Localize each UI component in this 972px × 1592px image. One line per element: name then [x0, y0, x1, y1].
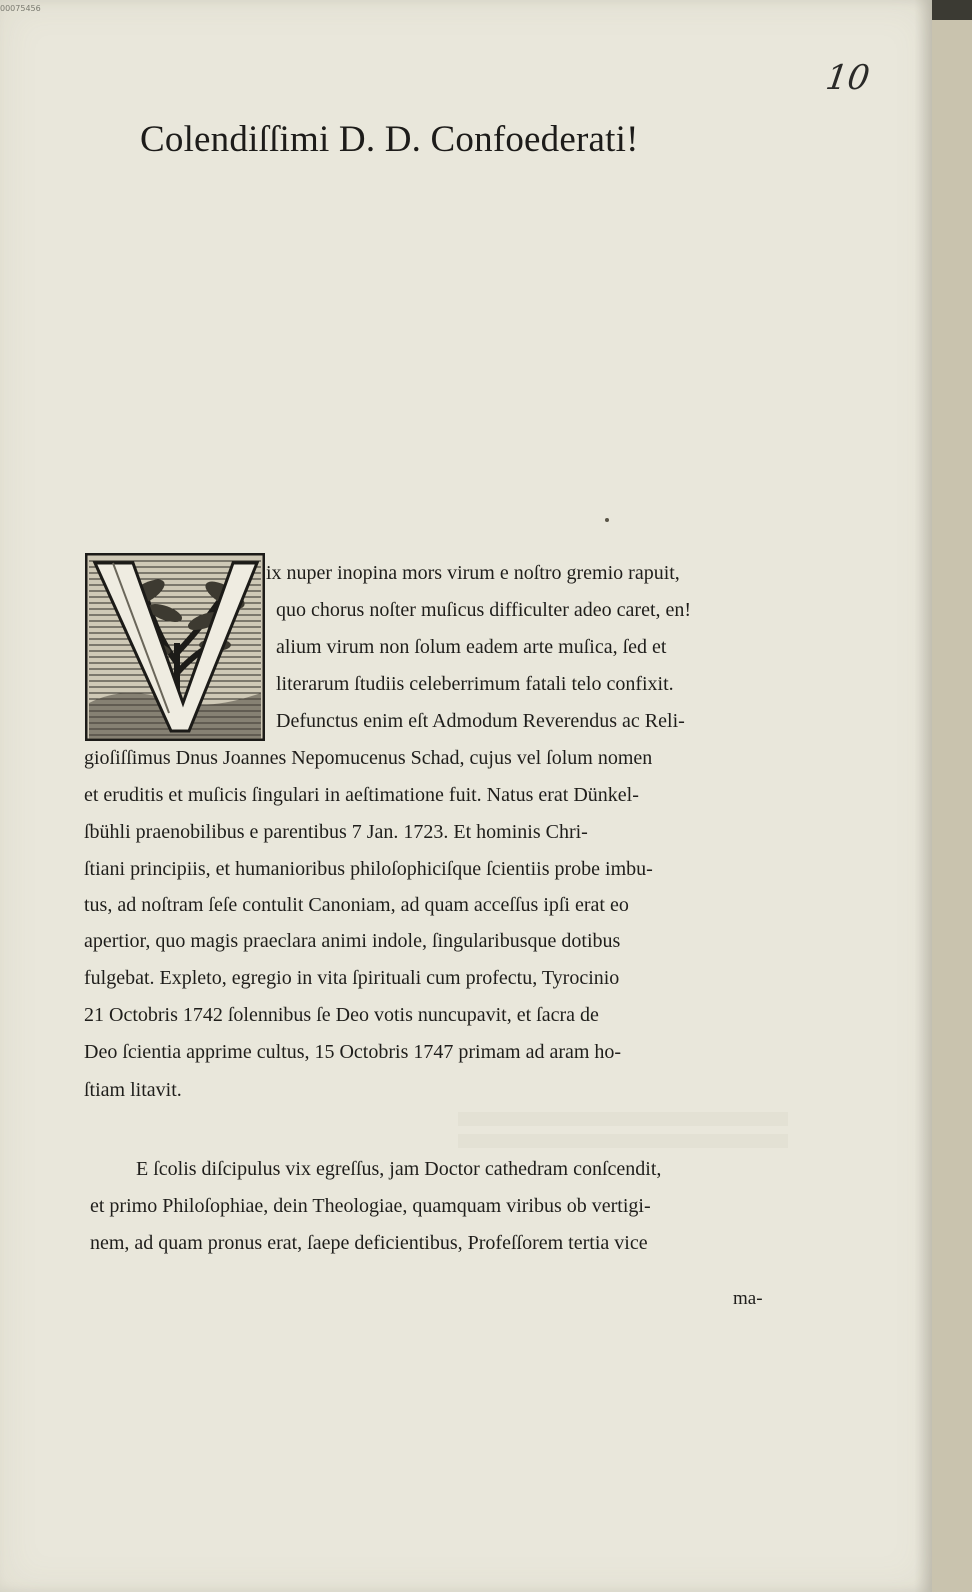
text-line: gioſiſſimus Dnus Joannes Nepomucenus Schad, cujus vel ſolum nomen [84, 747, 653, 769]
catchword: ma- [733, 1288, 763, 1309]
text-line: ix nuper inopina mors virum e noſtro gremio rapuit, [266, 562, 680, 584]
text-line: E ſcolis diſcipulus vix egreſſus, jam Doctor cathedram conſcendit, [136, 1158, 662, 1180]
page-edge [932, 20, 972, 1592]
text-line: et eruditis et muſicis ſingulari in aeſtimatione fuit. Natus erat Dünkel- [84, 784, 639, 806]
text-line: fulgebat. Expleto, egregio in vita ſpirituali cum profectu, Tyrocinio [84, 967, 620, 989]
text-line: alium virum non ſolum eadem arte muſica, ſed et [276, 636, 667, 658]
text-line: ſtiam litavit. [84, 1079, 182, 1101]
show-through [458, 1112, 788, 1156]
folio-number: 10 [823, 58, 873, 98]
text-line: quo chorus noſter muſicus difficulter adeo caret, en! [276, 599, 692, 621]
text-line: apertior, quo magis praeclara animi indole, ſingularibusque dotibus [84, 930, 621, 952]
corner-stamp: 00075456 [0, 4, 41, 13]
text-line: Deo ſcientia apprime cultus, 15 Octobris 1747 primam ad aram ho- [84, 1041, 622, 1063]
text-line: Defunctus enim eſt Admodum Reverendus ac Reli- [276, 710, 685, 732]
text-line: ſtiani principiis, et humanioribus philoſophiciſque ſcientiis probe imbu- [84, 858, 653, 880]
text-line: et primo Philoſophiae, dein Theologiae, quamquam viribus ob vertigi- [90, 1195, 651, 1217]
decorated-initial-v-icon [85, 553, 265, 741]
text-line: nem, ad quam pronus erat, ſaepe deficientibus, Profeſſorem tertia vice [90, 1232, 648, 1254]
page-title: Colendiſſimi D. D. Confoederati! [140, 119, 639, 160]
ink-speck [605, 518, 609, 522]
text-line: literarum ſtudiis celeberrimum fatali telo confixit. [276, 673, 674, 695]
text-line: tus, ad noſtram ſeſe contulit Canoniam, ad quam acceſſus ipſi erat eo [84, 894, 629, 916]
text-line: ſbühli praenobilibus e parentibus 7 Jan. 1723. Et hominis Chri- [84, 821, 588, 843]
text-line: 21 Octobris 1742 ſolennibus ſe Deo votis nuncupavit, et ſacra de [84, 1004, 599, 1026]
